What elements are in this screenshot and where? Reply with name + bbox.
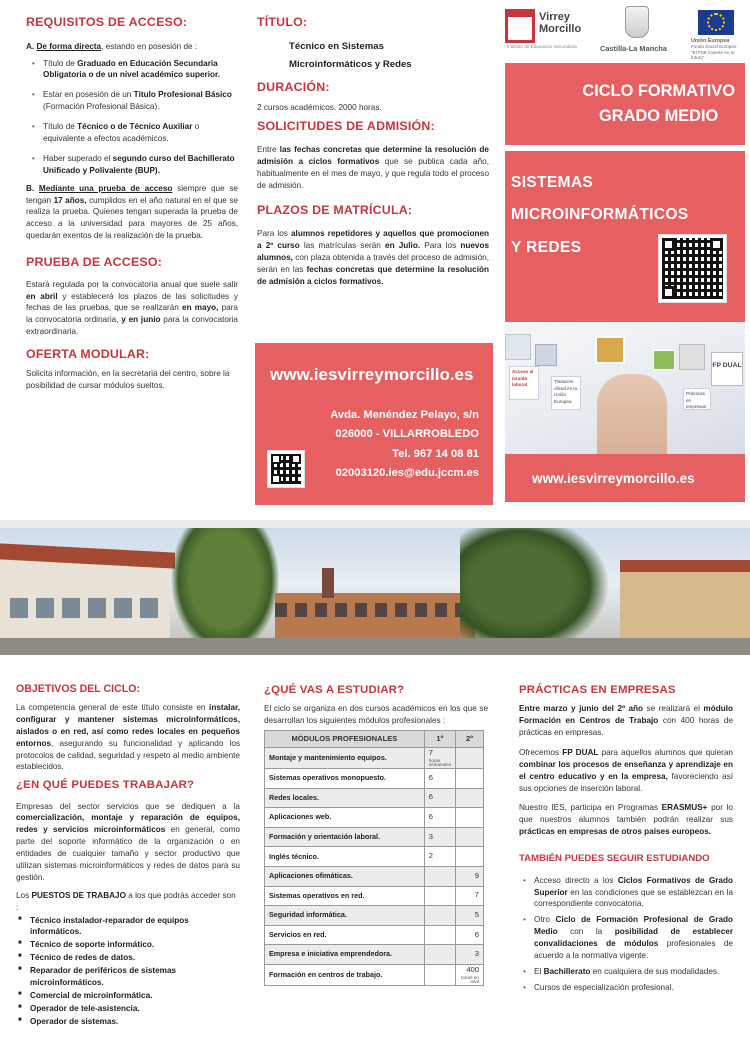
module-hours-cell	[424, 747, 455, 768]
practicas-p2: Ofrecemos FP DUAL para aquellos alumnos que quieran combinar los procesos de enseñanza y aprendizaje en el centro educativo y en la empresa, favoreciendo así sus opciones de inserción laboral.	[519, 747, 733, 793]
cell-value: 6	[428, 812, 434, 822]
cell-value: Formación y orientación laboral.	[269, 831, 381, 841]
practicas-title: PRÁCTICAS EN EMPRESAS	[519, 684, 676, 696]
module-hours-cell	[456, 808, 484, 828]
contact-box	[255, 343, 493, 505]
cell-value: 6	[428, 772, 434, 782]
column-requisitos	[26, 14, 238, 392]
cover-ciclo-title: CICLO FORMATIVO GRADO MEDIO	[582, 82, 735, 126]
table-header-row	[265, 730, 484, 747]
cell-value: Redes locales.	[269, 792, 319, 802]
plazos-text: Para los alumnos repetidores y aquellos que promocionen a 2º curso las matrículas serán en Julio. Para los nuevos alumnos, con plaza obtenida a través del proceso de admisión, serán en las fechas concretas que determine la resolución de admisión a ciclos formativos.	[257, 229, 490, 286]
module-name-cell	[265, 768, 425, 788]
cell-value: 2	[428, 851, 434, 861]
tile-fp-dual: FP DUAL	[711, 352, 743, 386]
mail-icon	[505, 334, 531, 360]
puestos-intro: Los PUESTOS DE TRABAJO a los que podrás acceder son :	[16, 890, 236, 912]
module-name-cell	[265, 788, 425, 808]
prueba-text: Estará regulada por la convocatoria anual que suele salir en abril y establecerá los plazos de las solicitudes y fechas de las pruebas, que se realizarán en mayo, para la convocatoria ordinaria, y en junio para la convocatoria extraordinaria.	[26, 279, 238, 337]
cell-value: Servicios en red.	[269, 929, 327, 939]
puestos-list	[16, 915, 240, 1028]
tile-icon	[653, 350, 675, 370]
qr-code-large-icon[interactable]	[659, 235, 726, 302]
list-item: ■ Comercial de microinformática.	[16, 990, 240, 1002]
region-crest-icon	[625, 6, 649, 38]
module-hours-cell	[456, 945, 484, 965]
cell-value: 6	[428, 792, 434, 802]
table-header: 1º	[424, 730, 455, 747]
list-item: • Estar en posesión de un Título Profesional Básico (Formación Profesional Básica).	[32, 89, 238, 113]
qr-code-small-icon[interactable]	[268, 451, 304, 487]
table-row	[265, 847, 484, 867]
cell-value: 9	[474, 870, 479, 880]
hand-image	[597, 374, 667, 454]
module-hours-cell	[424, 827, 455, 847]
duracion-title: DURACIÓN:	[257, 80, 330, 95]
list-item: • Acceso directo a los Ciclos Formativos de Grado Superior en las condiciones que se establezcan en la correspondiente convocatoria.	[523, 875, 733, 911]
cell-note: horas semanales	[428, 757, 452, 768]
module-hours-cell	[456, 886, 484, 906]
cell-note: horas en total	[461, 974, 479, 985]
module-hours-cell	[456, 768, 484, 788]
requisitos-b: B. Mediante una prueba de acceso siempre que se tengan 17 años, cumplidos en el año natural en el que se realiza la prueba. Quienes tengan superada la prueba de acceso a la universidad para mayores de 25 años, quedarán exentos de la realización de la prueba.	[26, 183, 238, 241]
contact-address: Avda. Menéndez Pelayo, s/n 026000 - VILLARROBLEDO Tel. 967 14 08 81 02003120.ies@edu.jccm.es	[330, 406, 479, 483]
column-practicas	[519, 682, 733, 998]
table-row	[265, 886, 484, 906]
module-hours-cell	[424, 788, 455, 808]
cell-value: Sistemas operativos en red.	[269, 890, 365, 900]
column-titulo	[257, 14, 489, 288]
module-hours-cell	[424, 847, 455, 867]
list-item: ■ Reparador de periféricos de sistemas microinformáticos.	[16, 965, 240, 989]
cell-value: 400	[466, 964, 479, 974]
school-name: Virrey Morcillo	[539, 11, 582, 35]
table-row	[265, 788, 484, 808]
module-hours-cell	[424, 945, 455, 965]
tree-left	[170, 528, 280, 655]
school-logo-icon	[505, 9, 535, 43]
cover-sistemas-banner	[505, 151, 745, 322]
tile-icon	[535, 344, 557, 366]
cell-value: Aplicaciones ofimáticas.	[269, 871, 353, 881]
cell-value: Montaje y mantenimiento equipos.	[269, 752, 387, 762]
module-hours-cell	[456, 747, 484, 768]
module-name-cell	[265, 925, 425, 945]
cell-value: 3	[474, 949, 479, 959]
titulo-title: TÍTULO:	[257, 15, 308, 29]
module-hours-cell	[424, 925, 455, 945]
contact-website-link[interactable]: www.iesvirreymorcillo.es	[270, 365, 474, 384]
list-item: ■ Técnico instalador-reparador de equipos informáticos.	[16, 915, 240, 939]
table-row	[265, 964, 484, 985]
titulo-name: Técnico en Sistemas Microinformáticos y Redes	[289, 40, 412, 71]
table-header: 2º	[456, 730, 484, 747]
cover-website-link[interactable]: www.iesvirreymorcillo.es	[532, 471, 695, 486]
region-name: Castilla-La Mancha	[600, 44, 667, 53]
cover-ciclo-banner	[505, 63, 745, 148]
tile-laboral: Acceso al mundo laboral	[509, 366, 539, 400]
ground	[0, 638, 750, 655]
module-name-cell	[265, 747, 425, 768]
module-hours-cell	[456, 847, 484, 867]
module-hours-cell	[456, 925, 484, 945]
practicas-p3: Nuestro IES, participa en Programas ERASMUS+ por lo que nuestros alumnos también podrán realizar sus prácticas en empresas de otros países europeos.	[519, 803, 733, 837]
module-name-cell	[265, 847, 425, 867]
module-hours-cell	[456, 906, 484, 926]
column-objetivos	[16, 682, 240, 1029]
module-hours-cell	[424, 964, 455, 985]
cell-value: 6	[474, 929, 479, 939]
module-hours-cell	[424, 808, 455, 828]
list-item: • Otro Ciclo de Formación Profesional de Grado Medio con la posibilidad de establecer convalidaciones de módulos profesionales de acuerdo a la normativa vigente.	[523, 914, 733, 962]
estudiar-title: ¿QUÉ VAS A ESTUDIAR?	[264, 684, 405, 696]
table-row	[265, 747, 484, 768]
module-hours-cell	[456, 964, 484, 985]
list-item: ■ Técnico de soporte informático.	[16, 939, 240, 951]
logos-bar	[505, 6, 745, 66]
seguir-list	[519, 875, 733, 994]
oferta-text: Solicita información, en la secretaria del centro, sobre la posibilidad de cursar módulos sueltos.	[26, 368, 230, 390]
school-photo	[0, 528, 750, 655]
module-name-cell	[265, 808, 425, 828]
requisitos-title: REQUISITOS DE ACCESO:	[26, 15, 188, 29]
duracion-text: 2 cursos académicos. 2000 horas.	[257, 102, 382, 112]
seguir-title: TAMBIÉN PUEDES SEGUIR ESTUDIANDO	[519, 853, 710, 865]
oferta-title: OFERTA MODULAR:	[26, 347, 150, 362]
cover-photo	[505, 322, 745, 454]
module-name-cell	[265, 886, 425, 906]
solicitudes-text: Entre las fechas concretas que determine la resolución de admisión a ciclos formativos que se publica cada año, habitualmente en el mes de mayo, y que regula todo el proceso de admisión.	[257, 145, 489, 190]
objetivos-text: La competencia general de este título consiste en instalar, configurar y mantener sistemas microinformáticos, aislados o en red, así como redes locales en pequeños entornos, asegurando su funcionalidad y aplicando los protocolos de calidad, seguridad y respeto al medio ambiente establecidos.	[16, 703, 240, 772]
list-item: ■ Operador de tele-asistencia.	[16, 1003, 240, 1015]
table-header: MÓDULOS PROFESIONALES	[265, 730, 425, 747]
tile-icon	[679, 344, 705, 370]
estudiar-text: El ciclo se organiza en dos cursos académicos en los que se desarrollan los siguientes módulos profesionales :	[264, 704, 488, 726]
column-estudiar	[264, 682, 488, 986]
module-name-cell	[265, 964, 425, 985]
cell-value: Sistemas operativos monopuesto.	[269, 773, 387, 783]
eu-flag-icon	[698, 10, 734, 35]
table-row	[265, 808, 484, 828]
cell-value: Inglés técnico.	[269, 851, 319, 861]
table-row	[265, 768, 484, 788]
eu-text: Unión Europea Fondo Social Europeo "El FSE invierte en tu futuro"	[691, 38, 737, 61]
module-name-cell	[265, 827, 425, 847]
cell-value: 5	[474, 910, 479, 919]
requisitos-a: A. De forma directa, estando en posesión de :	[26, 41, 198, 51]
module-hours-cell	[424, 866, 455, 886]
cell-value: 7	[474, 890, 479, 900]
module-hours-cell	[456, 827, 484, 847]
table-row	[265, 945, 484, 965]
trabajar-title: ¿EN QUÉ PUEDES TRABAJAR?	[16, 779, 195, 792]
list-item: ■ Técnico de redes de datos.	[16, 952, 240, 964]
module-name-cell	[265, 866, 425, 886]
cover-web-banner	[505, 454, 745, 502]
modulos-table	[264, 730, 484, 986]
list-item: • Título de Graduado en Educación Secundaria Obligatoria o de un nivel académico superior.	[32, 58, 238, 82]
module-hours-cell	[424, 886, 455, 906]
solicitudes-title: SOLICITUDES DE ADMISIÓN:	[257, 118, 435, 133]
trabajar-text: Empresas del sector servicios que se dediquen a la comercialización, montaje y reparación de equipos, redes y servicios microinformáticos en general, como parte del soporte informático de la organización o en entidades de cualquier tamaño y sector productivo que utilizan sistemas microinformáticos y redes de datos para su gestión.	[16, 801, 240, 882]
cell-value: Formación en centros de trabajo.	[269, 969, 383, 979]
tile-titulacion: Titulación oficial en la Unión Europea	[551, 376, 581, 410]
table-row	[265, 906, 484, 926]
table-row	[265, 866, 484, 886]
cell-value: Empresa e iniciativa emprendedora.	[269, 949, 393, 959]
school-subtitle: Instituto de Educación Secundaria	[507, 44, 577, 49]
module-name-cell	[265, 945, 425, 965]
contact-email-link[interactable]: 02003120.ies@edu.jccm.es	[335, 466, 479, 479]
table-row	[265, 925, 484, 945]
school-tile-icon	[595, 336, 625, 364]
cell-value: 3	[428, 831, 434, 841]
module-hours-cell	[456, 866, 484, 886]
list-item: ■ Operador de sistemas.	[16, 1016, 240, 1028]
page-separator	[0, 520, 750, 528]
chimney	[322, 568, 334, 598]
practicas-p1: Entre marzo y junio del 2º año se realizará el módulo Formación en Centros de Trabajo con 400 horas de prácticas en empresas.	[519, 704, 733, 737]
cell-value: Seguridad informática.	[269, 910, 347, 920]
tree-right	[460, 528, 610, 655]
list-item: • Haber superado el segundo curso del Bachillerato Unificado y Polivalente (BUP).	[32, 153, 238, 177]
cell-value: 7	[428, 747, 434, 757]
table-row	[265, 827, 484, 847]
objetivos-title: OBJETIVOS DEL CICLO:	[16, 683, 141, 695]
modulos-table-body	[265, 747, 484, 985]
requisitos-list	[26, 58, 238, 177]
module-hours-cell	[424, 906, 455, 926]
list-item: • El Bachillerato en cualquiera de sus modalidades.	[523, 966, 733, 978]
tile-practicas: Prácticas en empresas	[683, 388, 711, 410]
module-hours-cell	[424, 768, 455, 788]
plazos-title: PLAZOS DE MATRÍCULA:	[257, 202, 413, 217]
cell-value: Aplicaciones web.	[269, 812, 332, 822]
module-hours-cell	[456, 788, 484, 808]
module-name-cell	[265, 906, 425, 926]
list-item: • Título de Técnico o de Técnico Auxiliar o equivalente a efectos académicos.	[32, 121, 238, 145]
cover-sistemas-title: SISTEMAS MICROINFORMÁTICOS Y REDES	[511, 174, 689, 256]
list-item: • Cursos de especialización profesional.	[523, 982, 733, 994]
prueba-title: PRUEBA DE ACCESO:	[26, 255, 163, 270]
